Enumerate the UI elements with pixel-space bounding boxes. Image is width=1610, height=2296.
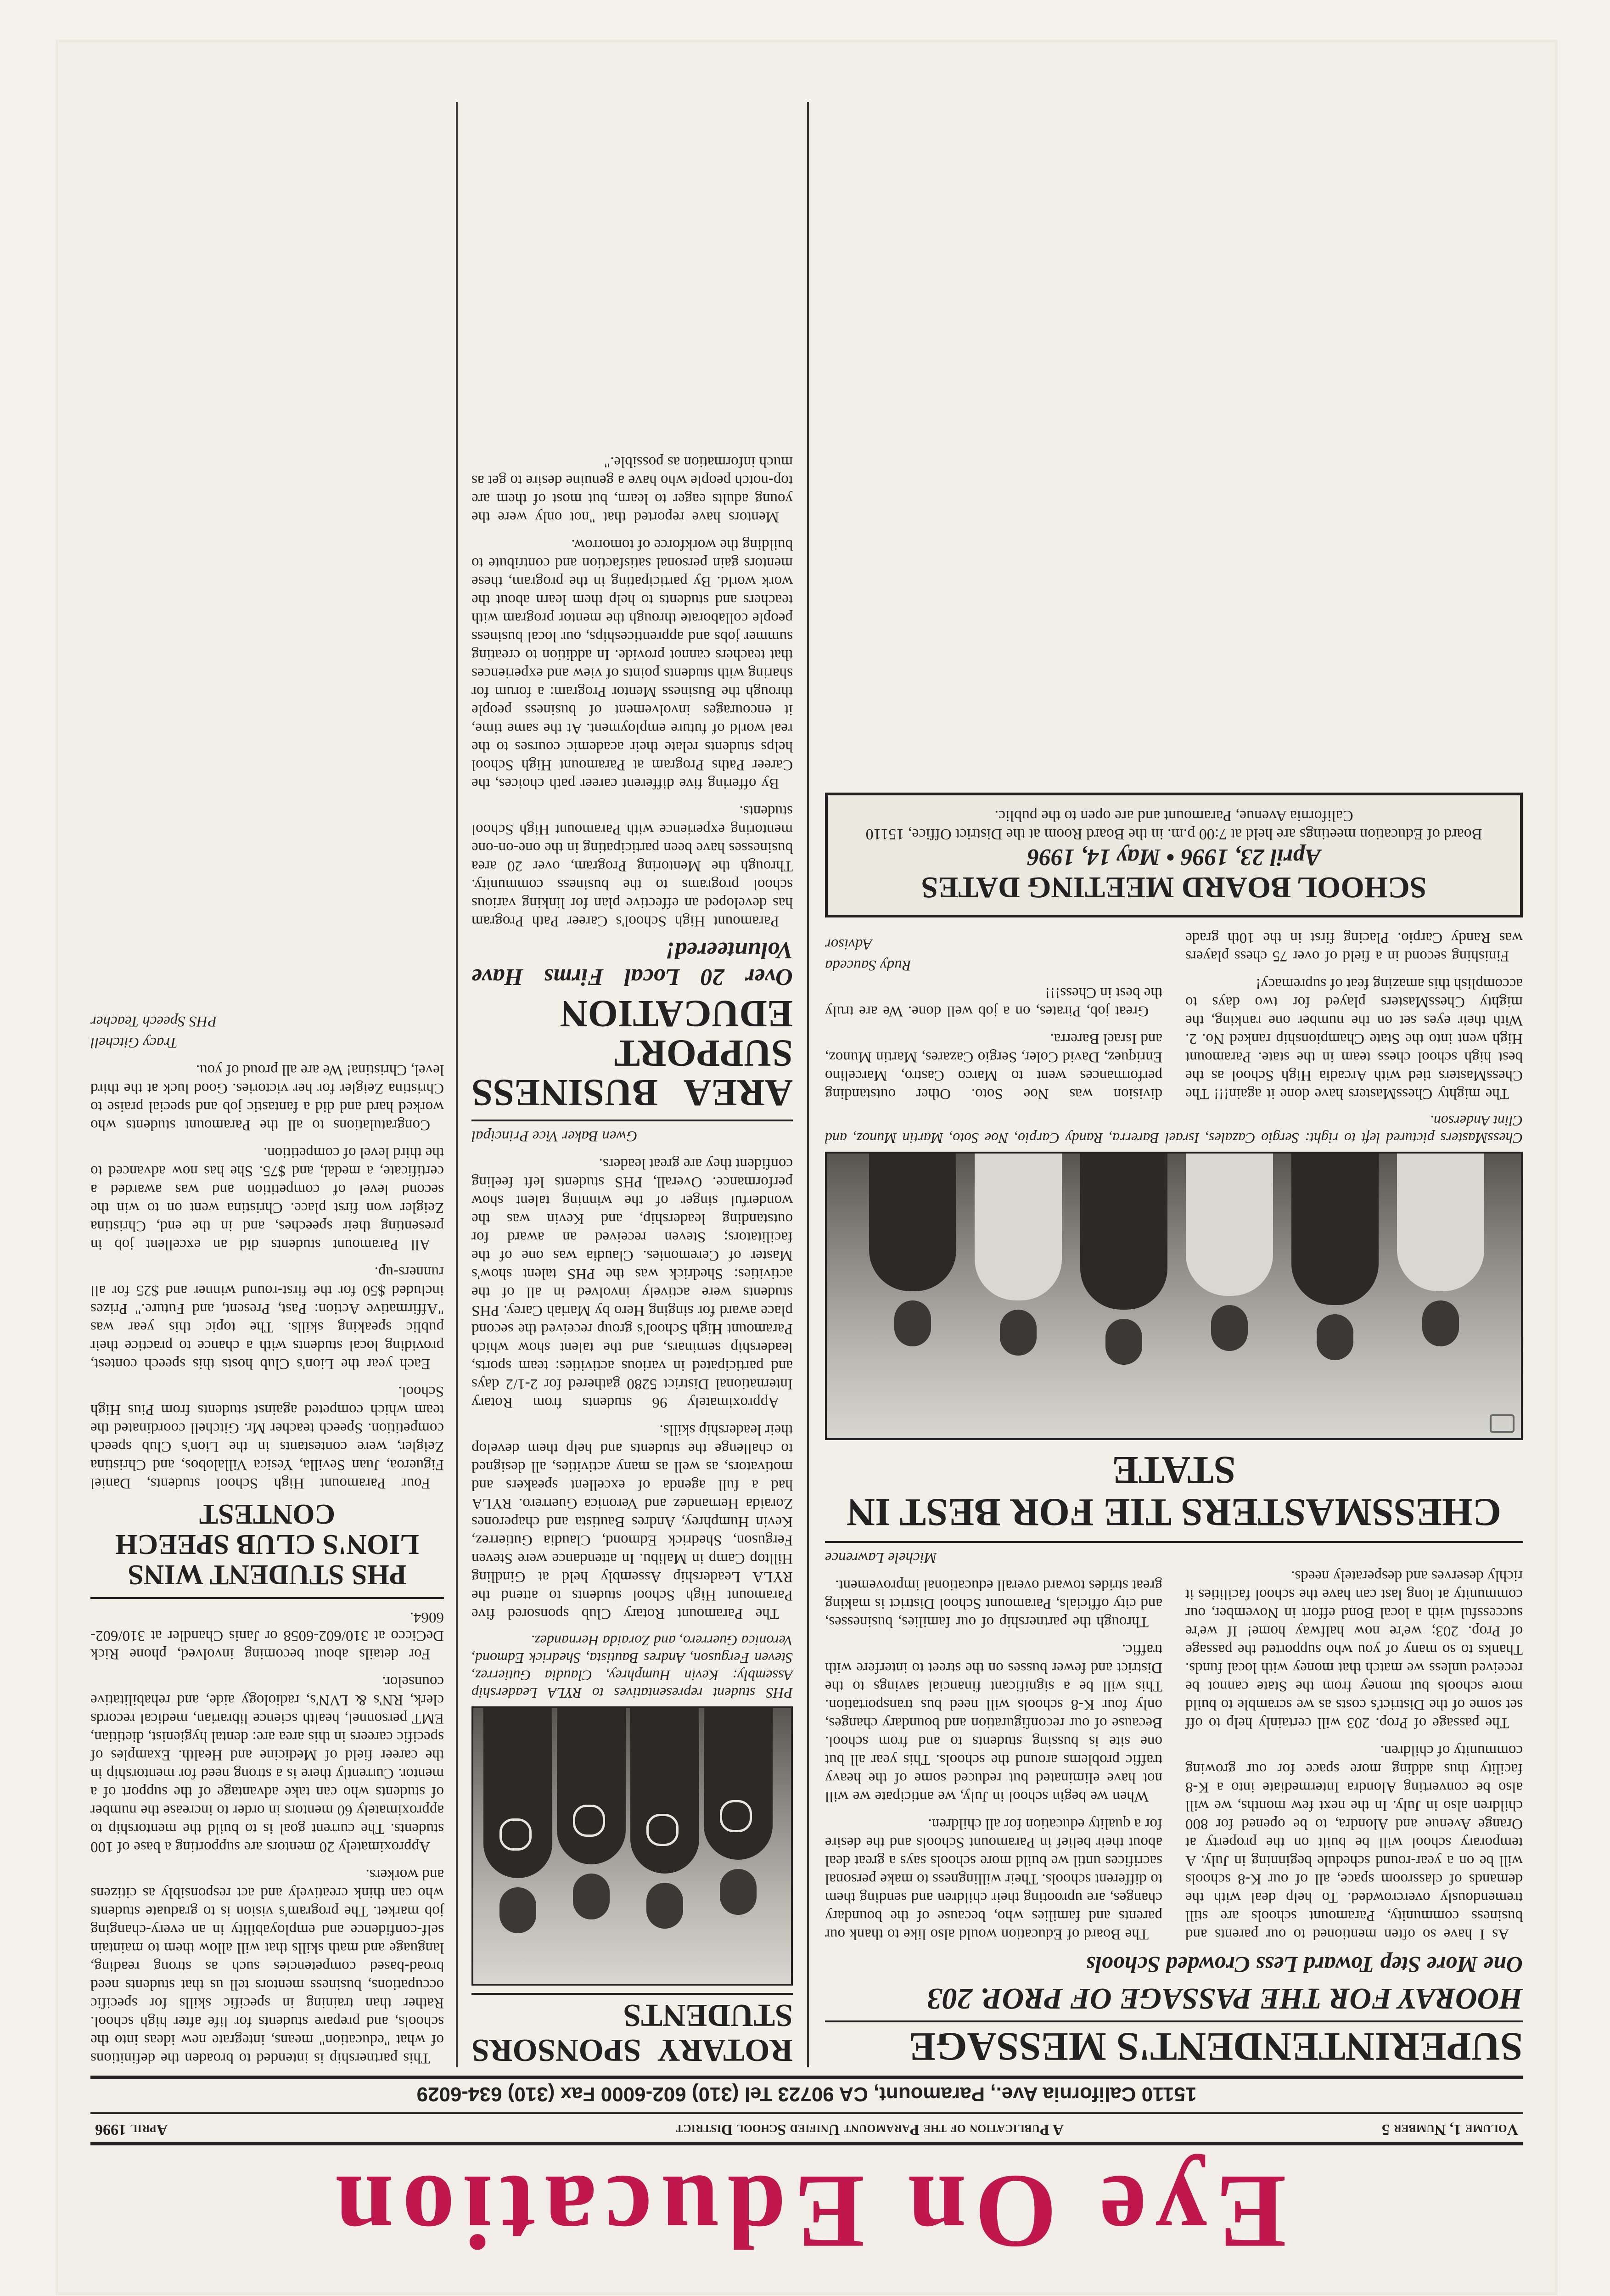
shirt-logo-icon	[573, 1805, 605, 1837]
chess-photo-caption: ChessMasters pictured left to right: Sergio Cazales, Israel Barerra, Randy Carpio, Noe Soto, Martin Munoz, and Clint Anderson.	[825, 1113, 1523, 1147]
chessmaster-figure	[975, 1154, 1062, 1300]
figure-head	[1317, 1314, 1353, 1360]
superintendent-paragraph: When we begin school in July, we anticipate we will not have eliminated but reduced some of the heavy traffic problems around the schools. This year all but one site is bussing students to and from school. Because of our reconfiguration and boundary changes, only four K-8 schools will need bus transportation. This will be a significant financial savings to the District and fewer busses on the street to interfere with traffic.	[825, 1641, 1162, 1805]
rotary-photo-caption: PHS student representatives to RYLA Leadership Assembly: Kevin Humphrey, Claudia Gutierrez, Steven Ferguson, Andres Bautista, Shedrick Edmond, Veronica Guerrero, and Zoraida Hernandez.	[471, 1632, 793, 1701]
shirt-logo-icon	[499, 1818, 532, 1851]
board-meeting-box	[825, 793, 1523, 917]
business-paragraph: This partnership is intended to broaden the definitions of what "education" means, integrate new ideas into the schools, and prepare students for life after high school. Rather than training in specific skills for specific occupations, business mentors tell us that students need broad-based competencies such as strong reading, language and math skills that will allow them to maintain self-confidence and employability in an every-changing job market. The program's vision is to graduate students who can think creatively and act responsibly as citizens and workers.	[90, 1866, 444, 2066]
business-paragraph: By offering five different career path choices, the Career Paths Program at Paramount High School helps students relate their academic courses to the real world of future employment. At the same time, it encourages involvement of business people through the Business Mentor Program: a forum for sharing with students points of view and experiences that teachers cannot provide. In addition to creating summer jobs and apprenticeships, our local business people collaborate through the mentor program with teachers and students to help them learn about the work world. By participating in the program, these mentors gain personal satisfaction and contribute to building the workforce of tomorrow.	[471, 536, 793, 792]
rotary-signature: Gwen Baker Vice Principal	[471, 1128, 638, 1144]
middle-column	[471, 444, 793, 2067]
superintendent-signature: Michele Lawrence	[825, 1549, 937, 1566]
speech-paragraph: Each year the Lion's Club hosts this speech contest, providing local students with a chance to practice their public speaking skills. The topic this year was "Affirmative Action: Past, Present, and Future." Prizes included $50 for the first-round winner and $25 for all runners-up.	[90, 1264, 444, 1372]
superintendent-subsubhead: One More Step Toward Less Crowded Schools	[1086, 1952, 1523, 1978]
figure-head	[720, 1869, 757, 1915]
figure-head	[1105, 1319, 1142, 1365]
shirt-logo-icon	[720, 1800, 752, 1832]
rotary-headline: ROTARY SPONSORS STUDENTS	[471, 1993, 793, 2067]
section-divider	[90, 1597, 444, 1599]
business-headline: AREA BUSINESS SUPPORT EDUCATION	[471, 992, 793, 1114]
section-divider	[825, 1541, 1523, 1543]
masthead-title: Eye On Education	[326, 2154, 1287, 2271]
chessmaster-figure	[1080, 1154, 1167, 1310]
shirt-logo-icon	[646, 1814, 679, 1846]
superintendent-paragraph: As I have so often mentioned to our parents and business community, Paramount schools are still tremendously overcrowded. To help deal with the demands of classroom space, all of our K-8 schools will be on a year-round schedule beginning in July. A temporary school will be built on the property at Orange Avenue and Alondra, to be opened for 800 children also in July. In the next few months, we will also be converting Alondra Intermediate into a K-8 facility thus adding more space for our growing community of children.	[1185, 1742, 1523, 1942]
volume-number: Volume 1, Number 5	[1381, 2121, 1518, 2138]
student-figure	[557, 1708, 626, 1864]
superintendent-paragraph: The passage of Prop. 203 will certainly help to off set some of the District's costs as we scramble to build more schools but money from the State cannot be received unless we match that money with local funds. Thanks to so many of you who supported the passage of Prop. 203; we're now halfway home! If we're successful with a local Bond effort in November, our community at long last can have the school facilities it richly deserves and desperately needs.	[1185, 1568, 1523, 1731]
section-divider	[471, 1120, 793, 1121]
left-column	[825, 793, 1523, 2067]
chess-paragraph: The mighty ChessMasters have done it again!!! The ChessMasters tied with Arcadia High School as the best high school chess team in the state. Paramount High went into the State Championship ranked No. 2. With their eyes set on the number one ranking, the mighty ChessMasters played for two days to accomplish this amazing feat of supremacy!	[1185, 975, 1523, 1102]
speech-paragraph: Congratulations to all the Paramount students who worked hard and did a fantastic job and special praise to Christina Zeigler for her victories. Good luck at the third level, Christina! We are all proud of you.	[90, 1062, 444, 1133]
business-subhead: Over 20 Local Firms Have Volunteered!	[471, 937, 793, 990]
business-paragraph: Mentors have reported that "not only were the young adults eager to learn, but most of them are top-notch people who have a genuine desire to get as much information as possible."	[471, 454, 793, 525]
chess-signature: Rudy Sauceda	[825, 957, 911, 974]
board-meeting-dates: April 23, 1996 • May 14, 1996	[1027, 844, 1321, 870]
figure-head	[573, 1874, 610, 1919]
column-rule	[456, 102, 458, 2067]
speech-paragraph: Four Paramount High School students, Daniel Figueroa, Juan Sevilla, Yesica Villalobos, and Christina Zeigler, were contestants in the Lion's Club speech competition. Speech teacher Mr. Gitchell coordinated the team which competed against students from Pius High School.	[90, 1383, 444, 1491]
chess-paragraph: Finishing second in a field of over 75 chess players was Randy Carpio. Placing first in the 10th grade division was Noe Soto. Other outstanding performances went to Marco Castro, Marcelino Enriquez, David Coler, Sergio Cazares, Martin Munoz, and Israel Barerra.	[825, 929, 1523, 1102]
rotary-paragraph: Approximately 96 students from Rotary International District 5280 gathered for 2-1/2 days and participated in various activities: team sports, leadership seminars, and the talent show which Paramount High School's group received the second place award for singing Hero by Mariah Carey. PHS students were actively involved in all of the activities: Shedrick was the PHS talent show's Master of Ceremonies. Claudia was one of the facilitators; Steven received an award for outstanding leadership, and Kevin was the wonderful singer of the winning talent show performance. Overall, PHS students left feeling confident they are great leaders.	[471, 1155, 793, 1411]
camera-photo-icon	[1490, 1414, 1515, 1433]
figure-head	[894, 1300, 931, 1346]
chessmaster-figure	[1186, 1154, 1273, 1296]
info-bar	[90, 2112, 1523, 2145]
superintendent-headline: SUPERINTENDENT'S MESSAGE	[825, 2020, 1523, 2067]
chess-team-photo	[825, 1152, 1523, 1440]
issue-date: April 1996	[95, 2121, 168, 2138]
publication-line: A Publication of the Paramount Unified School District	[676, 2121, 1064, 2138]
student-figure	[630, 1708, 699, 1874]
student-figure	[483, 1708, 552, 1878]
rotary-paragraph: The Paramount Rotary Club sponsored five Paramount High School students to attend the RYLA Leadership Assembly held at Gindling Hilltop Camp in Malibu. In attendance were Steven Ferguson, Shedrick Edmond, Claudia Gutierrez, Kevin Humphrey, Andres Bautista and chaperones Zoraida Hernandez and Veronica Guerrero. RYLA had a full agenda of excellent speakers and motivators, as well as many activities, all designed to challenge the students and help them develop their leadership skills.	[471, 1422, 793, 1622]
superintendent-body	[825, 1548, 1523, 1943]
figure-head	[646, 1883, 683, 1929]
chess-signature-title: Advisor	[825, 936, 872, 952]
figure-head	[1211, 1305, 1248, 1351]
speech-paragraph: All Paramount students did an excellent job in presenting their speeches, and in the end, Christina Zeigler won first place. Christina went on to win the second level of competition and was awarded a certificate, a medal, and $75. She has now advanced to the third level of competition.	[90, 1144, 444, 1253]
superintendent-paragraph: The Board of Education would also like to thank our parents and families who, because of the boundary changes, are uprooting their children and sending them to different schools. Their willingness to make personal sacrifices until we build more schools says a great deal about their belief in Paramount Schools and the desire for a quality education for all children.	[825, 1816, 1162, 1942]
address-line: 15110 California Ave., Paramount, CA 90723 Tel (310) 602-6000 Fax (310) 634-6029	[90, 2076, 1523, 2109]
business-paragraph: For details about becoming involved, phone Rick DeCicco at 310/602-6058 or Janis Chandler at 310/602-6064.	[90, 1609, 444, 1662]
superintendent-subhead: HOORAY FOR THE PASSAGE OF PROP. 203	[927, 1982, 1523, 2015]
right-column	[90, 1012, 444, 2067]
figure-head	[1000, 1310, 1037, 1356]
speech-signature: Tracy Gitchell	[90, 1034, 178, 1051]
business-paragraph: Paramount High School's Career Path Program has developed an effective plan for linking various school programs to the business community. Through the Mentoring Program, over 20 area businesses have been participating in the one-on-one mentoring experience with Paramount High School students.	[471, 803, 793, 929]
rotary-students-photo	[471, 1706, 793, 1986]
figure-head	[1422, 1300, 1459, 1346]
chessmaster-figure	[1291, 1154, 1379, 1305]
speech-signature-title: PHS Speech Teacher	[90, 1013, 217, 1030]
figure-head	[499, 1887, 536, 1933]
chessmaster-figure	[869, 1154, 956, 1291]
column-rule	[807, 102, 809, 2067]
business-paragraph: Approximately 20 mentors are supporting a base of 100 students. The current goal is to build the mentorship to approximately 60 mentors in order to increase the number of students who can take advantage of the support of a mentor. Currently there is a strong need for mentorship in the career field of Medicine and Health. Examples of specific careers in this area are: dental hygienist, dietitian, EMT personnel, health science librarian, medical records clerk, RN's & LVN's, radiology aide, and rehabilitative counselor.	[90, 1673, 444, 1855]
chess-headline: CHESSMASTERS TIE FOR BEST IN STATE	[847, 1448, 1501, 1535]
board-meeting-title: SCHOOL BOARD MEETING DATES	[921, 871, 1427, 904]
superintendent-paragraph: Through the partnership of our families, businesses, and city officials, Paramount School District is making great strides toward overall educational improvement.	[825, 1577, 1162, 1630]
speech-headline: PHS STUDENT WINS LION'S CLUB SPEECH CONTEST	[115, 1498, 419, 1590]
student-figure	[704, 1708, 773, 1860]
chessmaster-figure	[1397, 1154, 1484, 1291]
newsletter-paper	[58, 42, 1555, 2292]
chess-body	[825, 929, 1523, 1103]
board-meeting-text: Board of Education meetings are held at 7:00 p.m. in the Board Room at the District Office, 15110 California Avenue, Paramount and are open to the public.	[865, 807, 1482, 843]
chess-paragraph: Great job, Pirates, on a job well done. We are truly the best in Chess!!!	[825, 985, 1162, 1019]
